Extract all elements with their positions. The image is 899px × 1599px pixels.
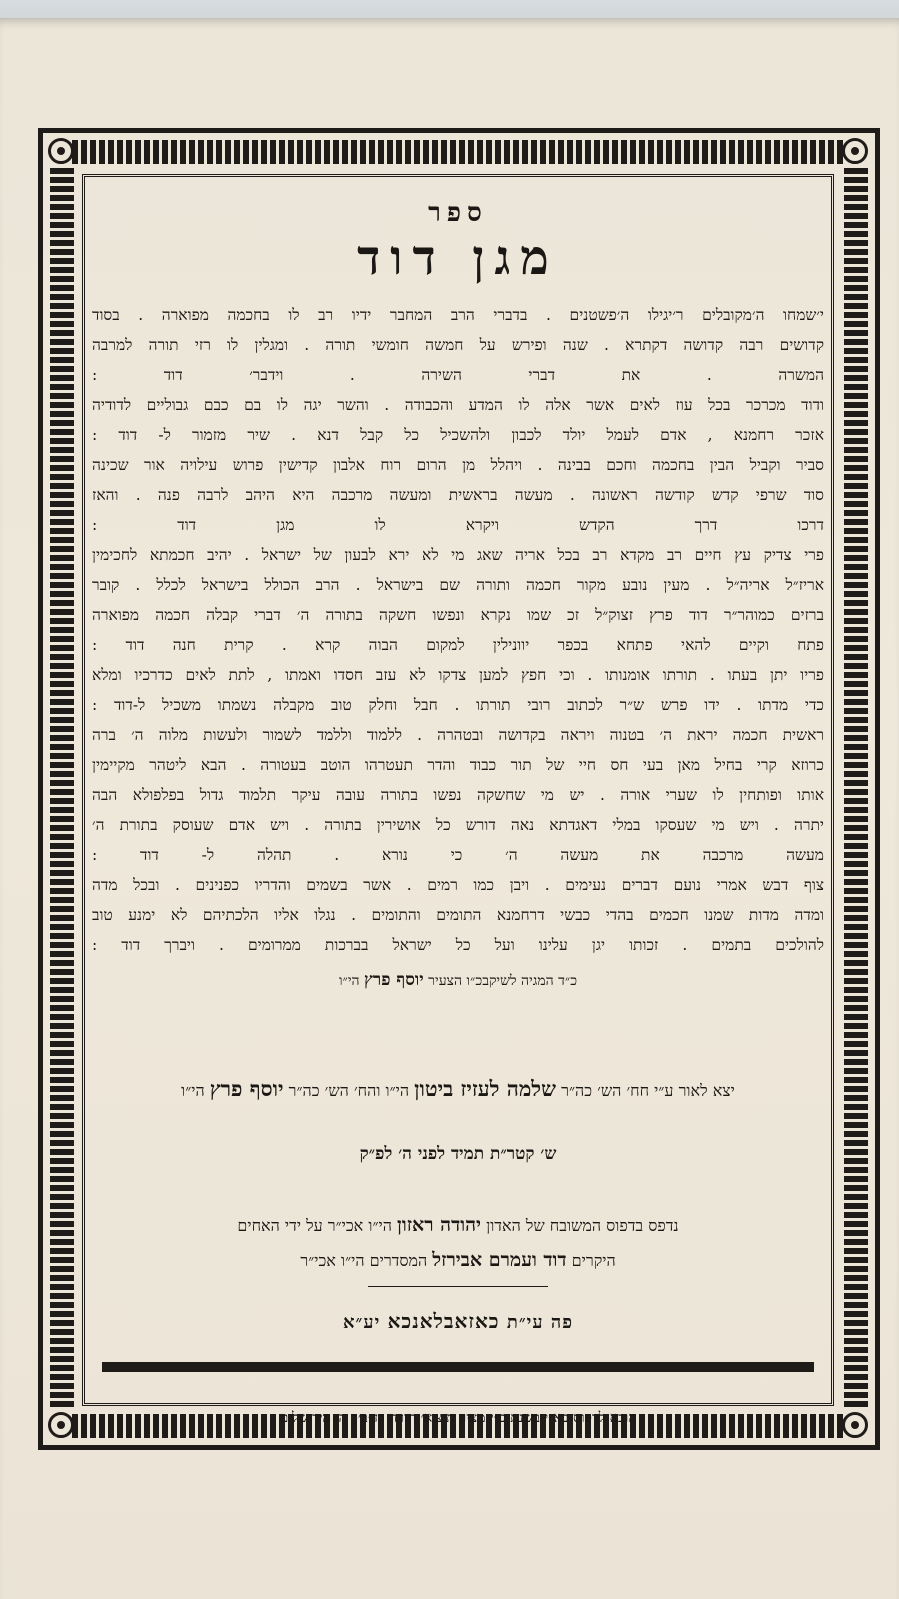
text-line: כדי מדתו . ידו פרש ש״ר לכתוב רובי תורתו . חבל וחלק טוב מקבלה נשמתו משכיל ל-דוד : <box>92 695 824 714</box>
printer-line2-suffix: המסדרים הי״ו אכי״ר <box>300 1250 428 1270</box>
text-line: קדושים רבה קדושה דקתרא . שנה ופירש על חמשה חומשי תורה . ומגלין לו רזי תורה למרבה <box>92 335 824 354</box>
typesetters-names: דוד ועמרם אבירזל <box>432 1248 567 1271</box>
printer-line2-prefix: היקרים <box>571 1250 616 1270</box>
text-line: דרכו דרך הקדש ויקרא לו מגן דוד : <box>92 515 824 534</box>
printer-info <box>92 1208 824 1278</box>
printer-line1-prefix: נדפס בדפוס המשובח של האדון <box>486 1215 679 1235</box>
text-line: פתח וקיים להאי פתחא בכפר יוונילין למקום הבוה קרא . קרית חנה דוד : <box>92 635 824 654</box>
top-left-corner-rosette-icon <box>48 138 74 164</box>
text-line: סביר וקביל הבין בחכמה וחכם בבינה . ויהלל מן הרום רוח אלבון קדישין פרוש עילויה אור שכינה <box>92 455 824 474</box>
year-line: ש׳ קטר״ת תמיד לפני ה׳ לפ״ק <box>359 1143 557 1164</box>
left-ornament-band <box>50 168 74 1410</box>
sefer-label: ספר <box>428 198 488 228</box>
printer-line1-suffix: הי״ו אכי״ר על ידי האחים <box>237 1215 392 1235</box>
city-name: כאזאבלאנכא <box>387 1308 500 1333</box>
place-of-printing <box>92 1309 824 1334</box>
publisher-suffix: הי״ו <box>181 1080 205 1100</box>
proofreader-signature <box>92 970 824 990</box>
text-line: ודוד מכרכר בכל עוז לאים אשר אלה לו המדע והכבודה . והשר יגה לו בם כבם גבוליים לדודיה <box>92 395 824 414</box>
text-line: פריו יתן בעתו . תורתו אומנותו . וכי חפץ למען צדקו לא עזב חסדו ואמתו , לתת לאים כדרכיו ומלא <box>92 665 824 684</box>
divider <box>368 1286 548 1287</box>
footer-note: הובא לדפוס בא״י בשנת כ״י מציון ת׳צ׳א׳ תורה ו׳ד׳ב׳ר ה׳ מירושלים <box>279 1409 637 1426</box>
publisher-middle: הי״ו והח׳ הש׳ כה״ר <box>288 1080 410 1100</box>
approbation-text <box>92 300 824 960</box>
right-ornament-band <box>844 168 868 1410</box>
top-ornament-band <box>72 140 846 164</box>
signature-prefix: כ״ד המגיה לשיקבכ״ו הצעיר <box>428 972 578 989</box>
place-suffix: יע״א <box>342 1311 381 1333</box>
signature-suffix: הי״ו <box>338 972 360 989</box>
printer-name: יהודה ראזון <box>397 1213 482 1236</box>
text-line: אותו ופותחין לו שערי אורה . יש מי שחשקה נפשו בתורה עובה עיקר תלמוד גדול בפלפולא הבה <box>92 785 824 804</box>
text-line: צוף דבש אמרי נועם דברים נעימים . ויבן כמו רמים . אשר בשמים והדריו כפנינים . ובכל מדה <box>92 875 824 894</box>
text-line: יתרה . ויש מי שעסקו במלי דאגדתא נאה דורש כל אושירין בתורה . ויש אדם שעוסק בתורת ה׳ <box>92 815 824 834</box>
text-line: ברזים כמוהר״ר דוד פרץ זצוק״ל זכ שמו נקרא ונפשו חשקה בתורה ה׳ דברי קבלה חכמה מפוארה <box>92 605 824 624</box>
text-line: סוד שרפי קדש קודשה ראשונה . מעשה בראשית ומעשה מרכבה היא היהב לרבה פנה . והאז <box>92 485 824 504</box>
text-line: ראשית חכמה יראת ה׳ בטנוה ויראה בקדושה ובטהרה . ללמוד וללמד לשמור ולעשות מלוה ה׳ ברה <box>92 725 824 744</box>
top-right-corner-rosette-icon <box>842 138 868 164</box>
publisher-name-2: יוסף פרץ <box>209 1075 284 1101</box>
book-title: מגן דוד <box>357 230 559 286</box>
text-line: י׳שמחו ה׳מקובלים ר׳יגילו ה׳פשטנים . בדברי הרב המחבר ידיו רב לו בחכמה מפוארה . בסוד <box>92 305 824 324</box>
publisher-line <box>92 1076 824 1102</box>
text-line: ומדה מדות שמנו חכמים בהדי כבשי דרחמנא התומים והתומים . נגלו אליו הלכתיהם לא ימנע טוב <box>92 905 824 924</box>
bottom-left-corner-rosette-icon <box>48 1412 74 1438</box>
publisher-name-1: שלמה לעזיז ביטון <box>414 1075 556 1101</box>
thick-divider <box>102 1362 814 1372</box>
text-line: פרי צדיק עץ חיים רב מקדא רב בכל אריה שאג מי לא ירא לבעון של ישראל . יהיב חכמתא לחכימין <box>92 545 824 564</box>
text-line: כרוזא קרי בחיל מאן בעי חס חיי של תור כבוד והדר תעטרהו הוטב בעטורה . הבא ליטהר מקיימין <box>92 755 824 774</box>
bottom-right-corner-rosette-icon <box>842 1412 868 1438</box>
place-prefix: פה עי״ת <box>506 1311 573 1333</box>
text-line: המשרה . את דברי השירה . וידבר׳ דוד : <box>92 365 824 384</box>
text-line: להולכים בתמים . זכותו יגן עלינו ועל כל ישראל בברכות ממרומים . ויברך דוד : <box>92 935 824 954</box>
text-line: מעשה מרכבה את מעשה ה׳ כי נורא . תהלה ל- דוד : <box>92 845 824 864</box>
title-page-content <box>92 190 824 1427</box>
publisher-prefix: יצא לאור ע״י חח׳ הש׳ כה״ר <box>561 1080 735 1100</box>
text-line: אזכר רחמנא , אדם לעמל יולד לכבון ולהשכיל כל קבל דנא . שיר מזמור ל- דוד : <box>92 425 824 444</box>
signature-name: יוסף פרץ <box>364 969 424 990</box>
text-line: אריז״ל אריה״ל . מעין נובע מקור חכמה ותורה שם בישראל . הרב הכולל בישראל לכלל . קובר <box>92 575 824 594</box>
